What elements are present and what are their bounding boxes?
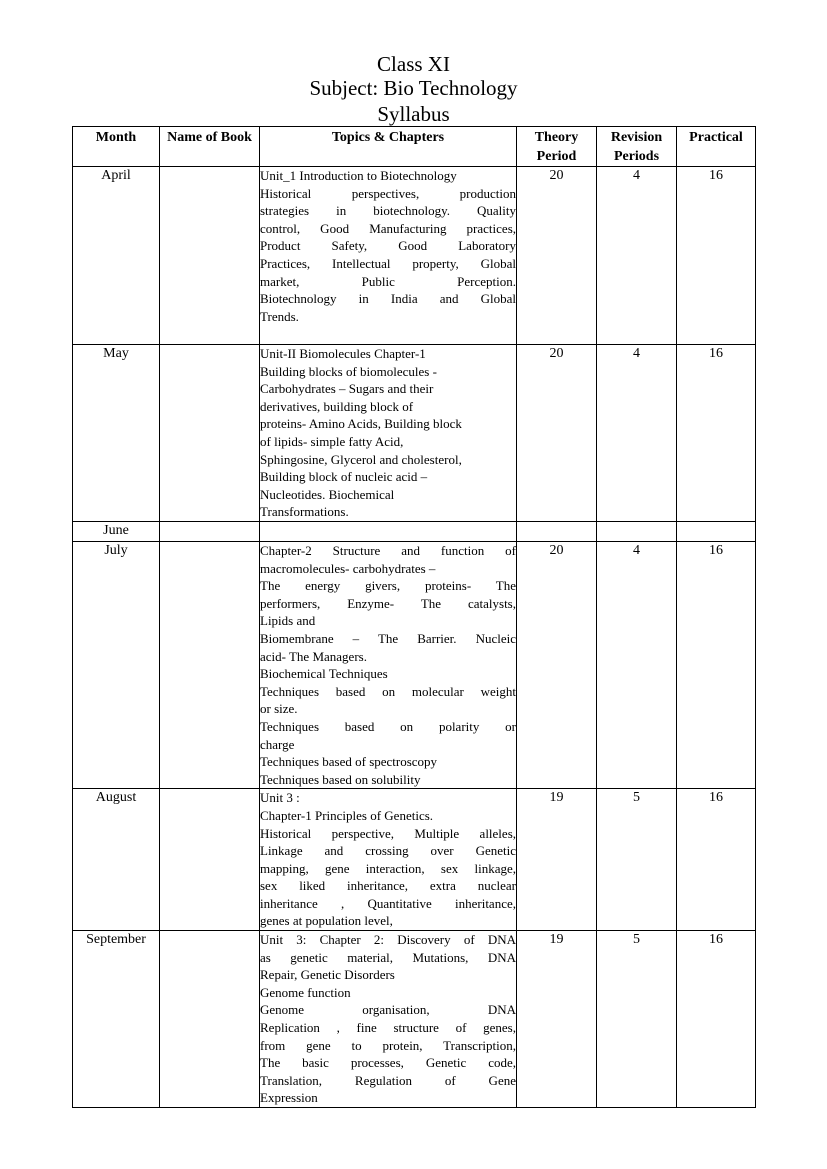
topic-line: Genome function — [260, 984, 351, 1000]
topic-line: Techniques based on solubility — [260, 771, 421, 787]
month-cell: June — [73, 522, 160, 542]
class-heading: Class XI — [377, 52, 450, 76]
table-row — [73, 542, 756, 789]
topic-line: Unit 3 : — [260, 790, 300, 806]
topic-line: mapping, gene interaction, sex linkage, — [260, 860, 516, 876]
topic-line: Expression — [260, 1090, 318, 1106]
syllabus-heading: Syllabus — [377, 102, 450, 126]
topic-line: Techniques based of spectroscopy — [260, 754, 438, 770]
book-cell — [160, 167, 260, 345]
topic-line: from gene to protein, Transcription, — [260, 1037, 516, 1053]
book-cell — [160, 931, 260, 1108]
revision-periods-cell: 4 — [597, 542, 677, 789]
topic-line: Transformations. — [260, 504, 349, 520]
topic-line: Replication , fine structure of genes, — [260, 1020, 516, 1036]
topic-line: or size. — [260, 701, 298, 717]
topic-line: inheritance , Quantitative inheritance, — [260, 895, 516, 911]
topic-line: Biomembrane – The Barrier. Nucleic — [260, 630, 516, 646]
topic-line: performers, Enzyme- The catalysts, — [260, 595, 516, 611]
theory-period-cell: 20 — [517, 345, 597, 522]
topic-line: Nucleotides. Biochemical — [260, 486, 395, 502]
book-cell — [160, 345, 260, 522]
topic-line: macromolecules- carbohydrates – — [260, 560, 436, 576]
topic-line: Biochemical Techniques — [260, 666, 388, 682]
practical-cell: 16 — [677, 345, 756, 522]
topic-line: acid- The Managers. — [260, 648, 367, 664]
theory-period-cell: 19 — [517, 789, 597, 931]
theory-period-cell — [517, 522, 597, 542]
topic-line: Techniques based on polarity or — [260, 718, 516, 734]
topics-cell — [260, 522, 517, 542]
topic-line: of lipids- simple fatty Acid, — [260, 433, 404, 449]
topic-line: charge — [260, 736, 295, 752]
column-header-book: Name of Book — [160, 127, 260, 167]
practical-cell: 16 — [677, 542, 756, 789]
table-header-row — [73, 127, 756, 167]
table-row — [73, 789, 756, 931]
topic-line: sex liked inheritance, extra nuclear — [260, 878, 516, 894]
topics-cell — [260, 542, 517, 789]
topic-line: Biotechnology in India and Global — [260, 291, 516, 307]
topic-line: Translation, Regulation of Gene — [260, 1072, 516, 1088]
topic-line: Linkage and crossing over Genetic — [260, 843, 516, 859]
month-cell: May — [73, 345, 160, 522]
topic-line: Chapter-2 Structure and function of — [260, 543, 516, 558]
topic-line: Genome organisation, DNA — [260, 1002, 516, 1018]
topic-line: derivatives, building block of — [260, 398, 414, 414]
revision-periods-cell: 5 — [597, 789, 677, 931]
month-cell: September — [73, 931, 160, 1108]
book-cell — [160, 542, 260, 789]
revision-periods-cell: 5 — [597, 931, 677, 1108]
theory-period-cell: 20 — [517, 542, 597, 789]
topic-line: Unit_1 Introduction to Biotechnology — [260, 168, 457, 183]
topic-line: Sphingosine, Glycerol and cholesterol, — [260, 451, 462, 467]
column-header-topics: Topics & Chapters — [260, 127, 517, 167]
revision-periods-cell: 4 — [597, 345, 677, 522]
topic-line: The energy givers, proteins- The — [260, 578, 516, 594]
topic-line: Lipids and — [260, 613, 316, 629]
topic-line: Unit-II Biomolecules Chapter-1 — [260, 346, 426, 361]
subject-heading: Subject: Bio Technology — [309, 76, 518, 100]
topic-line: Historical perspectives, production — [260, 185, 516, 201]
column-header-month: Month — [73, 127, 160, 167]
topic-line: genes at population level, — [260, 913, 393, 929]
table-row — [73, 931, 756, 1108]
month-cell: April — [73, 167, 160, 345]
topic-line: Repair, Genetic Disorders — [260, 967, 395, 983]
topic-line: Chapter-1 Principles of Genetics. — [260, 807, 434, 823]
month-cell: August — [73, 789, 160, 931]
column-header-theory: Theory Period — [517, 127, 597, 167]
topic-line: Historical perspective, Multiple alleles, — [260, 825, 516, 841]
topic-line: market, Public Perception. — [260, 273, 516, 289]
table-row — [73, 167, 756, 345]
topic-line: Building block of nucleic acid – — [260, 469, 428, 485]
topics-cell — [260, 167, 517, 345]
topic-line: Product Safety, Good Laboratory — [260, 238, 516, 254]
practical-cell: 16 — [677, 789, 756, 931]
column-header-revision: Revision Periods — [597, 127, 677, 167]
topic-line: Unit 3: Chapter 2: Discovery of DNA — [260, 932, 516, 948]
theory-period-cell: 20 — [517, 167, 597, 345]
book-cell — [160, 522, 260, 542]
topic-line: The basic processes, Genetic code, — [260, 1055, 516, 1071]
practical-cell: 16 — [677, 931, 756, 1108]
topic-line: proteins- Amino Acids, Building block — [260, 416, 462, 432]
practical-cell — [677, 522, 756, 542]
topic-line: Carbohydrates – Sugars and their — [260, 381, 434, 397]
column-header-practical: Practical — [677, 127, 756, 167]
topic-line: Trends. — [260, 308, 299, 324]
table-row — [73, 522, 756, 542]
topic-line: control, Good Manufacturing practices, — [260, 220, 516, 236]
topic-line: Practices, Intellectual property, Global — [260, 255, 516, 271]
practical-cell: 16 — [677, 167, 756, 345]
topic-line: Building blocks of biomolecules - — [260, 363, 437, 379]
topics-cell — [260, 789, 517, 931]
month-cell: July — [73, 542, 160, 789]
table-row — [73, 345, 756, 522]
syllabus-table — [72, 126, 756, 1108]
theory-period-cell: 19 — [517, 931, 597, 1108]
topic-line: strategies in biotechnology. Quality — [260, 203, 516, 219]
topic-line: as genetic material, Mutations, DNA — [260, 949, 516, 965]
revision-periods-cell: 4 — [597, 167, 677, 345]
topics-cell — [260, 931, 517, 1108]
topics-cell — [260, 345, 517, 522]
book-cell — [160, 789, 260, 931]
topic-line: Techniques based on molecular weight — [260, 683, 516, 699]
revision-periods-cell — [597, 522, 677, 542]
